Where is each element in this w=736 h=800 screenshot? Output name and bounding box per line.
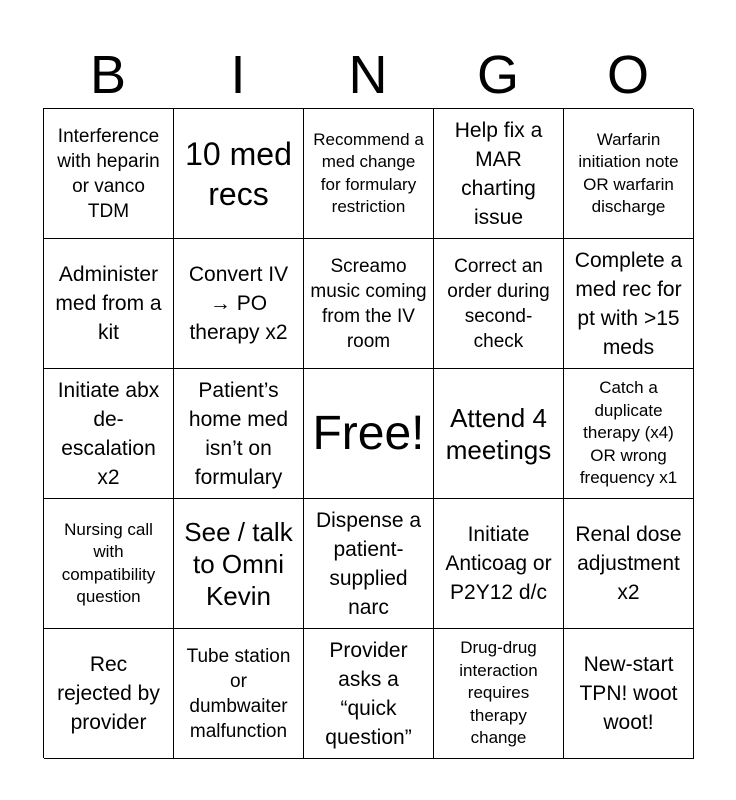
bingo-cell-r4-c3[interactable] <box>304 499 434 629</box>
bingo-board <box>43 108 693 758</box>
cell-text: Initiate abx de-escalation x2 <box>57 378 160 489</box>
bingo-cell-r2-c5[interactable] <box>564 239 694 369</box>
bingo-cell-r2-c1[interactable] <box>44 239 174 369</box>
cell-text: Correct an order during second-check <box>447 255 550 352</box>
bingo-cell-r2-c3[interactable] <box>304 239 434 369</box>
cell-text: Interference with heparin or vanco TDM <box>57 125 160 222</box>
cell-text: Catch a duplicate therapy (x4) OR wrong frequency x1 <box>579 378 678 488</box>
bingo-cell-r1-c2[interactable] <box>174 109 304 239</box>
cell-text: 10 med recs <box>185 135 292 212</box>
cell-text: Warfarin initiation note OR warfarin discharge <box>578 129 679 216</box>
bingo-cell-r5-c3[interactable] <box>304 629 434 759</box>
header-letter-b: B <box>89 45 127 105</box>
bingo-cell-r4-c5[interactable] <box>564 499 694 629</box>
bingo-cell-r1-c1[interactable] <box>44 109 174 239</box>
bingo-cell-r4-c2[interactable] <box>174 499 304 629</box>
cell-text: Administer med from a kit <box>55 263 162 344</box>
cell-text: Tube station or dumbwaiter malfunction <box>186 645 291 742</box>
cell-text: Screamo music coming from the IV room <box>310 255 427 352</box>
bingo-cell-r3-c4[interactable] <box>434 369 564 499</box>
bingo-header <box>43 42 693 108</box>
bingo-cell-r4-c1[interactable] <box>44 499 174 629</box>
cell-text: New-start TPN! woot woot! <box>579 653 678 734</box>
cell-text: Nursing call with compatibility question <box>61 519 156 606</box>
cell-text: Patient’s home med isn’t on formulary <box>188 378 289 489</box>
cell-text: See / talk to Omni Kevin <box>184 516 293 611</box>
bingo-cell-r1-c4[interactable] <box>434 109 564 239</box>
cell-text: Rec rejected by provider <box>57 653 160 734</box>
cell-text: Provider asks a “quick question” <box>325 638 412 749</box>
cell-text: Dispense a patient-supplied narc <box>315 508 422 619</box>
cell-text: Initiate Anticoag or P2Y12 d/c <box>445 523 552 604</box>
cell-text: Convert IV → PO therapy x2 <box>188 263 289 344</box>
bingo-cell-r3-c2[interactable] <box>174 369 304 499</box>
header-letter-i: I <box>230 45 246 105</box>
bingo-cell-r2-c4[interactable] <box>434 239 564 369</box>
header-letter-g: G <box>476 45 519 105</box>
free-space-label: Free! <box>312 406 425 460</box>
cell-text: Complete a med rec for pt with >15 meds <box>574 248 683 359</box>
bingo-cell-r5-c2[interactable] <box>174 629 304 759</box>
bingo-cell-r4-c4[interactable] <box>434 499 564 629</box>
bingo-cell-r5-c5[interactable] <box>564 629 694 759</box>
cell-text: Help fix a MAR charting issue <box>454 118 543 229</box>
bingo-cell-r2-c2[interactable] <box>174 239 304 369</box>
cell-text: Attend 4 meetings <box>445 402 552 465</box>
cell-text: Drug-drug interaction requires therapy change <box>459 638 538 748</box>
bingo-cell-r1-c3[interactable] <box>304 109 434 239</box>
bingo-cell-r1-c5[interactable] <box>564 109 694 239</box>
bingo-cell-r3-c1[interactable] <box>44 369 174 499</box>
bingo-cell-r5-c4[interactable] <box>434 629 564 759</box>
bingo-cell-r5-c1[interactable] <box>44 629 174 759</box>
cell-text: Recommend a med change for formulary restriction <box>313 129 424 216</box>
header-letter-o: O <box>606 45 649 105</box>
cell-text: Renal dose adjustment x2 <box>575 523 682 604</box>
free-space[interactable] <box>304 369 434 499</box>
header-letter-n: N <box>348 45 388 105</box>
bingo-cell-r3-c5[interactable] <box>564 369 694 499</box>
